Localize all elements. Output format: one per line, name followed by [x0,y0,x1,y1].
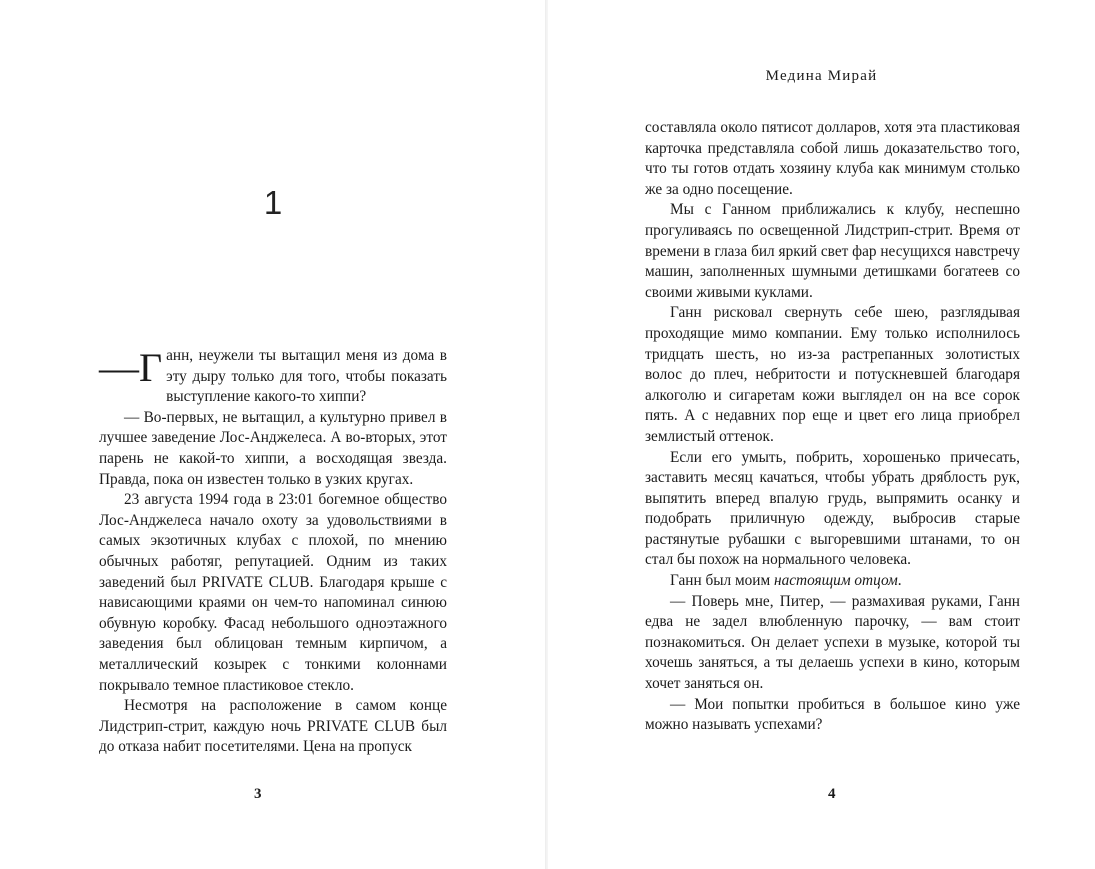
paragraph: 23 августа 1994 года в 23:01 богемное общество Лос-Анджелеса начало охоту за удовольствиями в самых экзотичных клубах с плохой, по мнению обычных работяг, репутацией. Одним из таких заведений был PRIVATE CLUB. Благодаря крыше с нависающими краями он чем-то напоминал синюю обувную коробку. Фасад небольшого одноэтажного заведения был облицован темным кирпичом, а металлический козырек с тонкими колоннами покрывало темное пластиковое стекло. [99,491,447,694]
right-page [548,0,1095,869]
opening-paragraph: —Г анн, неужели ты вытащил меня из дома в эту дыру только для того, чтобы показать выступление какого-то хиппи? [99,345,447,406]
paragraph: — Мои попытки пробиться в большое кино уже можно называть успехами? [645,695,1020,734]
paragraph: Ганн рисковал свернуть себе шею, разглядывая проходящие мимо компании. Ему только исполнилось тридцать шесть, но из-за растрепанных золотистых волос до плеч, небритости и потускневшей благодаря алкоголю и сигаретам кожи выглядел он на все сорок пять. А с недавних пор еще и цвет его лица приобрел землистый оттенок. [645,304,1020,445]
paragraph: Мы с Ганном приближались к клубу, неспешно прогуливаясь по освещенной Лидстрип-стрит. Время от времени в глаза бил яркий свет фар несущихся навстречу машин, заполненных шумными детишками богатеев со своими живыми куклами. [645,201,1020,301]
right-page-text [645,118,1020,736]
chapter-number: 1 [263,184,283,221]
drop-cap: —Г [99,345,163,390]
paragraph: составляла около пятисот долларов, хотя эта пластиковая карточка представляла собой лишь доказательство того, что ты готов отдать хозяину клуба как минимум столько же за одно посещение. [645,119,1020,198]
left-page-text [99,346,447,758]
paragraph: — Во-первых, не вытащил, а культурно привел в лучшее заведение Лос-Анджелеса. А во-вторых, этот парень не какой-то хиппи, а восходящая звезда. Правда, пока он известен только в узких кругах. [99,408,447,488]
page-number-left: 3 [254,786,262,802]
left-page [0,0,546,869]
emphasis: настоящим отцом [774,572,898,590]
running-header: Медина Мирай [765,68,878,84]
paragraph: Если его умыть, побрить, хорошенько причесать, заставить месяц качаться, чтобы убрать дряблость рук, выпятить вперед впалую грудь, выпрямить осанку и подобрать приличную одежду, выбросив старые растянутые рубашки с выгоревшими штанами, то он стал бы похож на нормального человека. [645,448,1020,569]
paragraph: — Поверь мне, Питер, — размахивая руками, Ганн едва не задел влюбленную парочку, — вам стоит познакомиться. Он делает успехи в музыке, которой ты хочешь заняться, а ты делаешь успехи в кино, которым хочет заняться он. [645,592,1020,693]
paragraph: Несмотря на расположение в самом конце Лидстрип-стрит, каждую ночь PRIVATE CLUB был до отказа набит посетителями. Цена на пропуск [99,697,447,756]
paragraph: Ганн был моим настоящим отцом. [670,572,902,590]
page-number-right: 4 [828,786,836,802]
